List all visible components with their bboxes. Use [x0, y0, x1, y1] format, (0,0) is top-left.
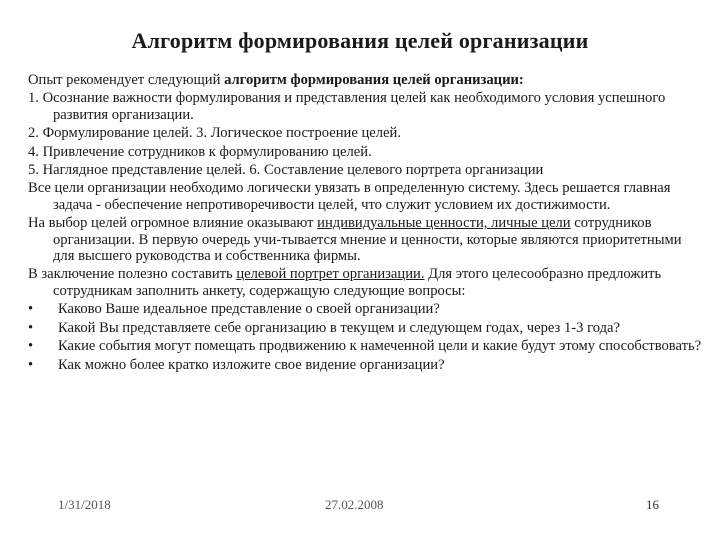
portrait-text-a: В заключение полезно составить	[28, 266, 237, 283]
slide-title: Алгоритм формирования целей организации	[131, 28, 589, 53]
step-1: 1. Осознание важности формулирования и представления целей как необходимого условия успешного развития организации.	[28, 90, 666, 123]
portrait-underlined-text: целевой портрет организации.	[236, 266, 425, 283]
bullet-icon: •	[28, 356, 34, 373]
bullet-icon: •	[28, 338, 34, 355]
step-4: 4. Привлечение сотрудников к формулированию целей.	[28, 143, 372, 160]
question-item	[28, 338, 704, 354]
question-text: Как можно более кратко изложите свое видение организации?	[58, 356, 445, 373]
system-paragraph: Все цели организации необходимо логически увязать в определенную систему. Здесь решается главная задача - обеспечение непротиворечивости целей, что служит условием их достижимости.	[28, 180, 671, 213]
question-text: Каково Ваше идеальное представление о своей организации?	[58, 301, 440, 318]
intro-bold-text: алгоритм формирования целей организации:	[224, 72, 524, 88]
footer-date-middle: 27.02.2008	[325, 497, 384, 512]
values-text-c: сотрудников организации. В первую очередь учи-тывается мнение и ценности, которые являются приоритетными для высшего руководства и собственника фирмы.	[53, 215, 682, 265]
values-paragraph	[28, 215, 704, 264]
question-text: Какой Вы представляете себе организацию в текущем и следующем годах, через 1-3 года?	[58, 319, 620, 336]
intro-text: Опыт рекомендует следующий	[28, 72, 225, 88]
question-item	[28, 301, 704, 317]
bullet-icon: •	[28, 301, 34, 318]
question-text: Какие события могут помещать продвижению к намеченной цели и какие будут этому способствовать?	[58, 338, 702, 355]
portrait-paragraph	[28, 266, 704, 299]
footer-date-left: 1/31/2018	[58, 497, 111, 512]
bullet-icon: •	[28, 319, 34, 336]
question-item	[28, 357, 704, 373]
question-item	[28, 320, 704, 336]
slide-content	[28, 72, 704, 375]
step-5-6: 5. Наглядное представление целей. 6. Составление целевого портрета организации	[28, 162, 544, 179]
portrait-text-c: Для этого целесообразно предложить сотрудникам заполнить анкету, содержащую следующие вопросы:	[53, 266, 662, 299]
values-underlined-text: индивидуальные ценности, личные цели	[317, 215, 571, 232]
step-2-3: 2. Формулирование целей. 3. Логическое построение целей.	[28, 125, 401, 142]
values-text-a: На выбор целей огромное влияние оказывают	[28, 215, 318, 232]
intro-paragraph	[28, 72, 704, 88]
page-number: 16	[646, 497, 659, 512]
